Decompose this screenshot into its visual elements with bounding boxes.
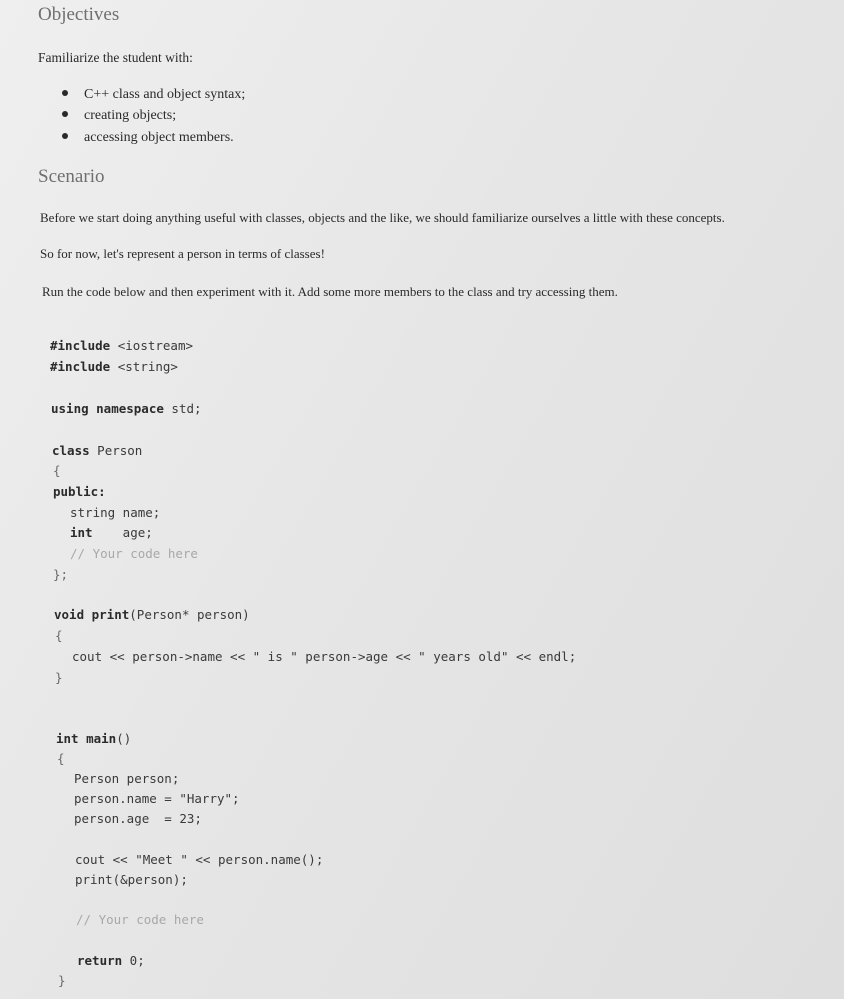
code-keyword: void print: [54, 607, 130, 622]
bullet-text: C++ class and object syntax;: [84, 87, 246, 102]
code-keyword: return: [77, 953, 123, 968]
bullet-item: [62, 108, 176, 124]
code-line: [77, 953, 145, 968]
scenario-paragraph: Run the code below and then experiment with it. Add some more members to the class and try accessing them.: [42, 284, 618, 299]
code-line: print(&person);: [75, 872, 188, 887]
code-keyword: int main: [56, 731, 117, 746]
code-line: [70, 505, 160, 520]
code-line: [50, 359, 178, 374]
code-line: [50, 338, 193, 353]
code-line: cout << "Meet " << person.name();: [75, 852, 324, 867]
code-keyword: string: [70, 505, 116, 520]
code-line: };: [53, 567, 69, 582]
bullet-dot-icon: [62, 133, 68, 139]
code-keyword: #include: [50, 359, 111, 374]
code-line: Person person;: [74, 771, 180, 786]
code-comment: // Your code here: [70, 546, 198, 561]
code-line: person.age = 23;: [74, 811, 202, 826]
code-text: (): [116, 731, 132, 746]
bullet-text: creating objects;: [84, 108, 177, 123]
code-text: std;: [163, 401, 202, 416]
bullet-dot-icon: [62, 111, 68, 117]
code-text: Person: [89, 443, 143, 458]
code-line: [54, 607, 250, 622]
scenario-heading: Scenario: [38, 166, 105, 187]
code-comment: // Your code here: [76, 912, 204, 927]
code-line: person.name = "Harry";: [74, 791, 240, 806]
scenario-paragraph: Before we start doing anything useful with classes, objects and the like, we should familiarize ourselves a little with these concepts.: [40, 210, 725, 225]
bullet-item: [62, 130, 234, 146]
code-line: [70, 525, 153, 540]
code-keyword: #include: [50, 338, 111, 353]
bullet-text: accessing object members.: [84, 130, 234, 145]
bullet-item: [62, 87, 245, 103]
objectives-heading: Objectives: [38, 4, 120, 25]
code-line: [51, 401, 202, 416]
code-line: }: [55, 670, 63, 685]
code-text: 0;: [122, 953, 145, 968]
code-line: [56, 731, 131, 746]
code-line: {: [55, 628, 63, 643]
intro-text: Familiarize the student with:: [38, 50, 193, 65]
bullet-dot-icon: [62, 90, 68, 96]
code-text: (Person* person): [129, 607, 250, 622]
scenario-paragraph: So for now, let's represent a person in terms of classes!: [40, 246, 325, 261]
code-line: [52, 443, 142, 458]
code-line: {: [57, 751, 65, 766]
code-text: <iostream>: [110, 338, 194, 353]
code-keyword: int: [70, 525, 93, 540]
code-keyword: class: [52, 443, 90, 458]
code-keyword: using namespace: [51, 401, 164, 416]
code-text: <string>: [110, 359, 178, 374]
code-line: public:: [53, 484, 106, 499]
code-text: age;: [92, 525, 153, 540]
code-line: {: [53, 463, 61, 478]
code-text: name;: [115, 505, 161, 520]
code-line: }: [58, 973, 66, 988]
code-line: cout << person->name << " is " person->age << " years old" << endl;: [72, 649, 577, 664]
